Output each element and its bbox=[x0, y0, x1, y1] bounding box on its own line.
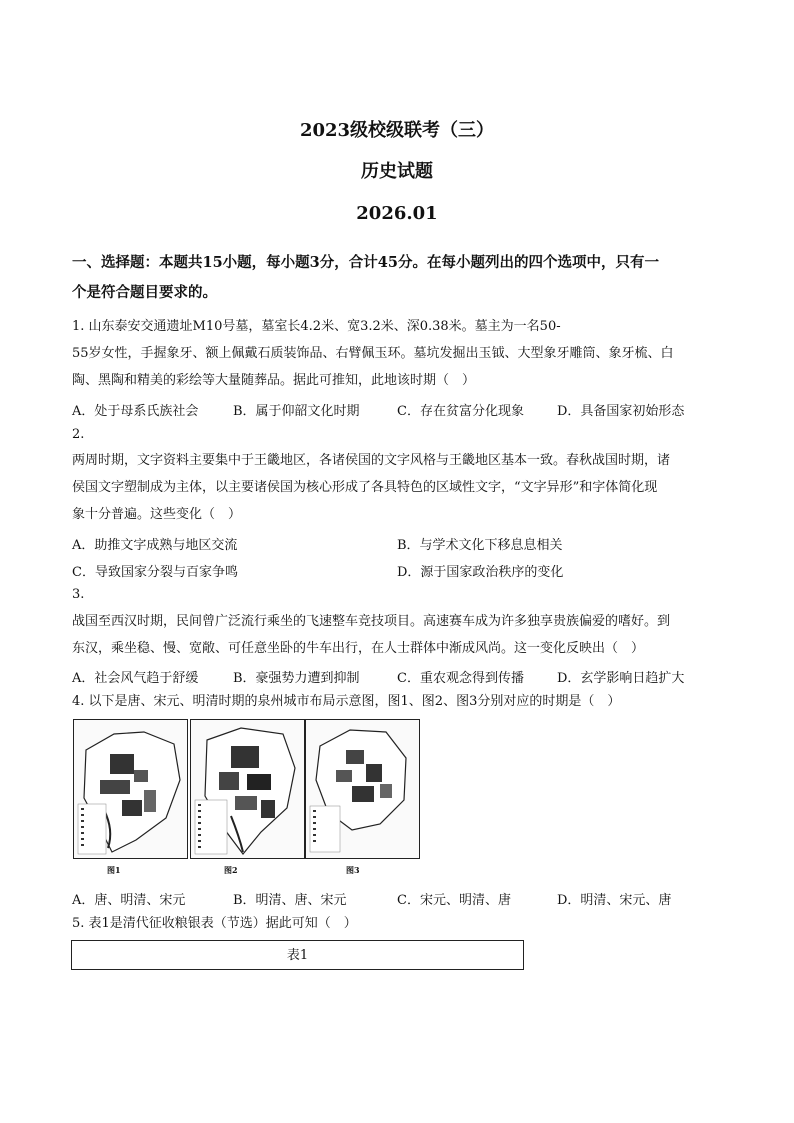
q4-line1: 4. 以下是唐、宋元、明清时期的泉州城市布局示意图，图1、图2、图3分别对应的时期是（ ） bbox=[72, 694, 621, 709]
city-map-2 bbox=[190, 719, 305, 859]
q3-line2: 东汉，乘坐稳、慢、宽敞、可任意坐卧的牛车出行，在人士群体中渐成风尚。这一变化反映出（ ） bbox=[72, 641, 645, 656]
map-caption-3: 图3 bbox=[346, 865, 360, 875]
q3-number: 3. bbox=[72, 587, 85, 602]
q1-option-c[interactable]: C．存在贫富分化现象 bbox=[397, 404, 524, 419]
city-map-1 bbox=[73, 719, 188, 859]
q1-option-b[interactable]: B．属于仰韶文化时期 bbox=[233, 404, 360, 419]
q2-option-d[interactable]: D．源于国家政治秩序的变化 bbox=[397, 565, 564, 580]
q3-option-a[interactable]: A．社会风气趋于舒缓 bbox=[72, 671, 199, 686]
subject-title: 历史试题 bbox=[361, 161, 433, 182]
q1-option-d[interactable]: D．具备国家初始形态 bbox=[557, 404, 685, 419]
table-1 bbox=[71, 940, 524, 970]
map-caption-1: 图1 bbox=[107, 865, 121, 875]
q2-option-b[interactable]: B．与学术文化下移息息相关 bbox=[397, 538, 563, 553]
q5-line1: 5. 表1是清代征收粮银表（节选）据此可知（ ） bbox=[72, 916, 357, 931]
q3-option-d[interactable]: D．玄学影响日趋扩大 bbox=[557, 671, 685, 686]
q4-option-d[interactable]: D．明清、宋元、唐 bbox=[557, 893, 672, 908]
q1-option-a[interactable]: A．处于母系氏族社会 bbox=[72, 404, 199, 419]
table-1-title: 表1 bbox=[286, 948, 309, 963]
city-map-3 bbox=[305, 719, 420, 859]
q2-number: 2. bbox=[72, 427, 85, 442]
q4-option-a[interactable]: A．唐、明清、宋元 bbox=[72, 893, 186, 908]
q4-option-b[interactable]: B．明清、唐、宋元 bbox=[233, 893, 347, 908]
q1-line3: 陶、黑陶和精美的彩绘等大量随葬品。据此可推知，此地该时期（ ） bbox=[72, 373, 476, 388]
q2-option-a[interactable]: A．助推文字成熟与地区交流 bbox=[72, 538, 238, 553]
exam-title: 2023级校级联考（三） bbox=[299, 120, 495, 141]
q4-option-c[interactable]: C．宋元、明清、唐 bbox=[397, 893, 511, 908]
exam-date: 2026.01 bbox=[356, 203, 438, 224]
q3-line1: 战国至西汉时期，民间曾广泛流行乘坐的飞速整车竞技项目。高速赛车成为许多独享贵族偏爱的嗜好。到 bbox=[72, 614, 671, 629]
q3-option-b[interactable]: B．豪强势力遭到抑制 bbox=[233, 671, 360, 686]
q3-option-c[interactable]: C．重农观念得到传播 bbox=[397, 671, 524, 686]
section-heading-line1: 一、选择题：本题共15小题，每小题3分，合计45分。在每小题列出的四个选项中，只有一 bbox=[72, 254, 659, 271]
section-heading-line2: 个是符合题目要求的。 bbox=[72, 284, 217, 301]
q2-line2: 侯国文字塑制成为主体，以主要诸侯国为核心形成了各具特色的区域性文字，“文字异形”和字体简化现 bbox=[72, 480, 658, 495]
q2-option-c[interactable]: C．导致国家分裂与百家争鸣 bbox=[72, 565, 238, 580]
q2-line1: 两周时期，文字资料主要集中于王畿地区，各诸侯国的文字风格与王畿地区基本一致。春秋战国时期，诸 bbox=[72, 453, 671, 468]
q1-line1: 1. 山东泰安交通遗址M10号墓，墓室长4.2米、宽3.2米、深0.38米。墓主为一名50- bbox=[72, 319, 561, 334]
map-caption-2: 图2 bbox=[224, 865, 238, 875]
q1-line2: 55岁女性，手握象牙、额上佩戴石质装饰品、右臂佩玉环。墓坑发掘出玉钺、大型象牙雕筒、象牙梳、白 bbox=[72, 346, 674, 361]
quanzhou-city-maps bbox=[73, 719, 418, 881]
q2-line3: 象十分普遍。这些变化（ ） bbox=[72, 507, 242, 522]
